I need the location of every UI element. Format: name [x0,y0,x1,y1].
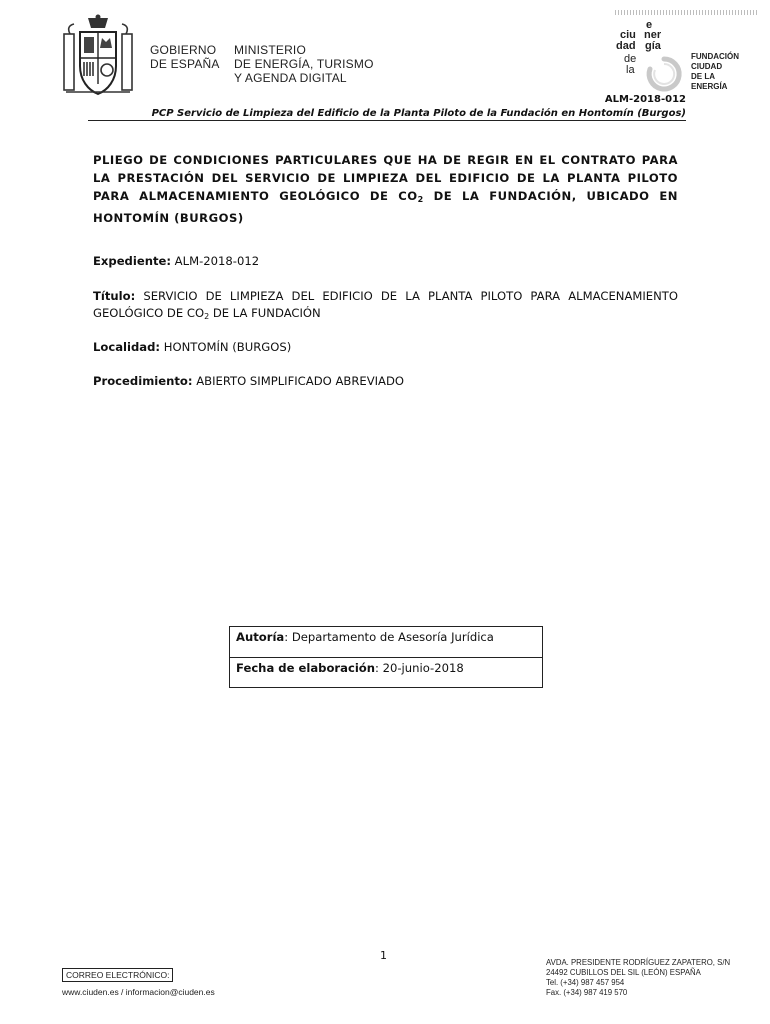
foundation-name [691,52,739,92]
postal-address [546,958,730,998]
titulo-subscript: 2 [204,312,210,321]
government-line: DE ESPAÑA [150,57,220,71]
address-line: AVDA. PRESIDENTE RODRÍGUEZ ZAPATERO, S/N [546,958,731,967]
email-label-box: CORREO ELECTRÓNICO: [62,968,173,982]
localidad-value: HONTOMÍN (BURGOS) [160,340,292,354]
localidad-label: Localidad: [93,340,161,354]
titulo-value: SERVICIO DE LIMPIEZA DEL EDIFICIO DE LA PLANTA PILOTO PARA ALMACENAMIENTO GEOLÓGICO DE CO [93,289,678,320]
fecha-row [230,657,542,687]
titulo-field [93,288,678,325]
ministry-line: Y AGENDA DIGITAL [234,71,347,85]
procedimiento-value: ABIERTO SIMPLIFICADO ABREVIADO [192,374,405,388]
document-subtitle: PCP Servicio de Limpieza del Edificio de la Planta Piloto de la Fundación en Hontomín (Burgos) [88,108,686,121]
localidad-field [93,339,678,356]
fecha-value: : 20-junio-2018 [375,661,464,675]
address-line: Tel. (+34) 987 457 954 [546,978,625,987]
ministry-line: DE ENERGÍA, TURISMO [234,57,374,71]
autoria-label: Autoría [236,630,285,644]
expediente-value: ALM-2018-012 [171,254,260,268]
foundation-line: DE LA [691,72,715,81]
titulo-value-end: DE LA FUNDACIÓN [209,306,321,320]
autoria-value: : Departamento de Asesoría Jurídica [284,630,494,644]
ciuden-word: e [646,19,653,31]
page-number: 1 [380,949,387,962]
ciuden-word: ciu [620,29,636,41]
ministry-line: MINISTERIO [234,43,307,57]
coat-of-arms-logo [62,14,134,100]
expediente-field [93,253,678,270]
titulo-label: Título: [93,289,136,303]
title-subscript: 2 [417,195,424,204]
authorship-table [229,626,543,688]
foundation-line: ENERGÍA [691,82,728,91]
title-text: PLIEGO DE CONDICIONES PARTICULARES QUE HA DE REGIR EN EL CONTRATO PARA LA PRESTACIÓN DEL SERVICIO DE LIMPIEZA DEL EDIFICIO DE LA PLANTA PILOTO PARA ALMACENAMIENTO GEOLÓGICO DE CO [93,153,678,203]
fecha-label: Fecha de elaboración [236,661,376,675]
government-line: GOBIERNO [150,43,217,57]
ministry-name [234,43,374,85]
autoria-row [230,627,542,657]
ciuden-ring-icon [645,55,683,93]
procedimiento-field [93,373,678,390]
address-line: 24492 CUBILLOS DEL SIL (LEÓN) ESPAÑA [546,968,701,977]
title-text-end: DE LA FUNDACIÓN, UBICADO EN HONTOMÍN (BURGOS) [93,189,678,225]
foundation-line: FUNDACIÓN [691,52,739,61]
document-reference: ALM-2018-012 [604,94,686,105]
expediente-label: Expediente: [93,254,171,268]
address-line: Fax. (+34) 987 419 570 [546,988,628,997]
document-title [93,151,678,227]
government-name [150,43,220,71]
decorative-hatch-divider [615,10,757,15]
web-contact-link[interactable]: www.ciuden.es / informacion@ciuden.es [62,987,215,997]
ciuden-word: gía [645,40,661,52]
procedimiento-label: Procedimiento: [93,374,193,388]
foundation-line: CIUDAD [691,62,723,71]
ciuden-word: la [626,64,635,76]
ciuden-word: de [624,53,637,65]
ciuden-word: ner [644,29,662,41]
ciuden-word: dad [616,40,636,52]
